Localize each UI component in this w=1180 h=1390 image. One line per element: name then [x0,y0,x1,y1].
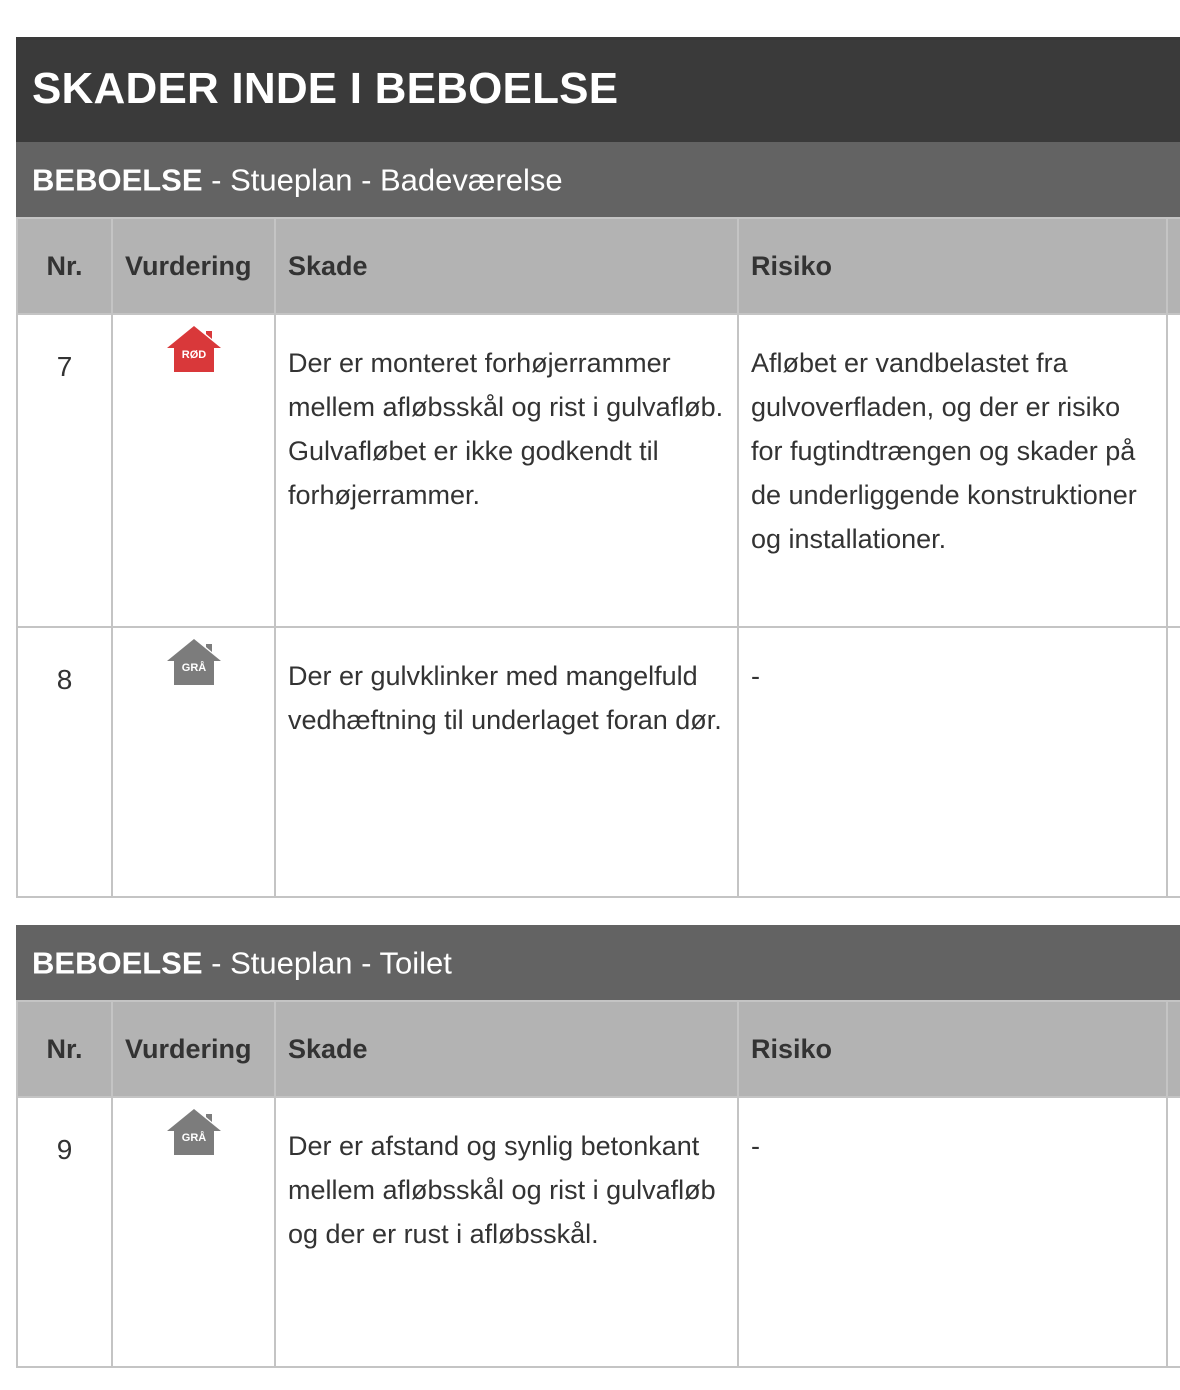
main-title: SKADER INDE I BEBOELSE [32,64,619,113]
column-header-vurdering: Vurdering [112,218,275,314]
section-title-bold: BEBOELSE [32,945,203,980]
damage-number: 8 [17,627,112,897]
cutoff-cell [1167,1097,1180,1367]
risk-description: - [738,1097,1167,1367]
column-header-cutoff [1167,1001,1180,1097]
house-icon [166,1108,222,1156]
rating-label: RØD [181,349,206,361]
rating-label: GRÅ [181,1132,206,1144]
table-header-row [17,1001,1180,1097]
section-badevaerelse [16,142,1180,898]
damage-number: 9 [17,1097,112,1367]
section-toilet [16,925,1180,1368]
section-title-bold: BEBOELSE [32,162,203,197]
rating-cell [112,314,275,627]
section-title [32,947,452,978]
column-header-vurdering: Vurdering [112,1001,275,1097]
section-title [32,164,563,195]
house-icon [166,638,222,686]
damage-table [16,217,1180,898]
cutoff-cell [1167,314,1180,627]
column-header-nr: Nr. [17,1001,112,1097]
damage-description: Der er afstand og synlig betonkant mellem afløbsskål og rist i gulvafløb og der er rust i afløbsskål. [275,1097,738,1367]
rating-label: GRÅ [181,662,206,674]
column-header-skade: Skade [275,218,738,314]
section-header [16,142,1180,217]
risk-description: - [738,627,1167,897]
rating-cell [112,1097,275,1367]
table-row [17,314,1180,627]
table-row [17,1097,1180,1367]
rating-cell [112,627,275,897]
damage-description: Der er gulvklinker med mangelfuld vedhæftning til underlaget foran dør. [275,627,738,897]
table-header-row [17,218,1180,314]
damage-description: Der er monteret forhøjerrammer mellem afløbsskål og rist i gulvafløb. Gulvafløbet er ikke godkendt til forhøjerrammer. [275,314,738,627]
damage-number: 7 [17,314,112,627]
section-title-location: - Stueplan - Toilet [202,945,452,980]
column-header-nr: Nr. [17,218,112,314]
cutoff-cell [1167,627,1180,897]
table-row [17,627,1180,897]
column-header-risiko: Risiko [738,218,1167,314]
risk-description: Afløbet er vandbelastet fra gulvoverfladen, og der er risiko for fugtindtrængen og skader på de underliggende konstruktioner og installationer. [738,314,1167,627]
section-title-location: - Stueplan - Badeværelse [202,162,563,197]
house-icon [166,325,222,373]
section-header [16,925,1180,1000]
column-header-skade: Skade [275,1001,738,1097]
column-header-cutoff [1167,218,1180,314]
damage-table [16,1000,1180,1368]
main-header [16,37,1180,142]
column-header-risiko: Risiko [738,1001,1167,1097]
